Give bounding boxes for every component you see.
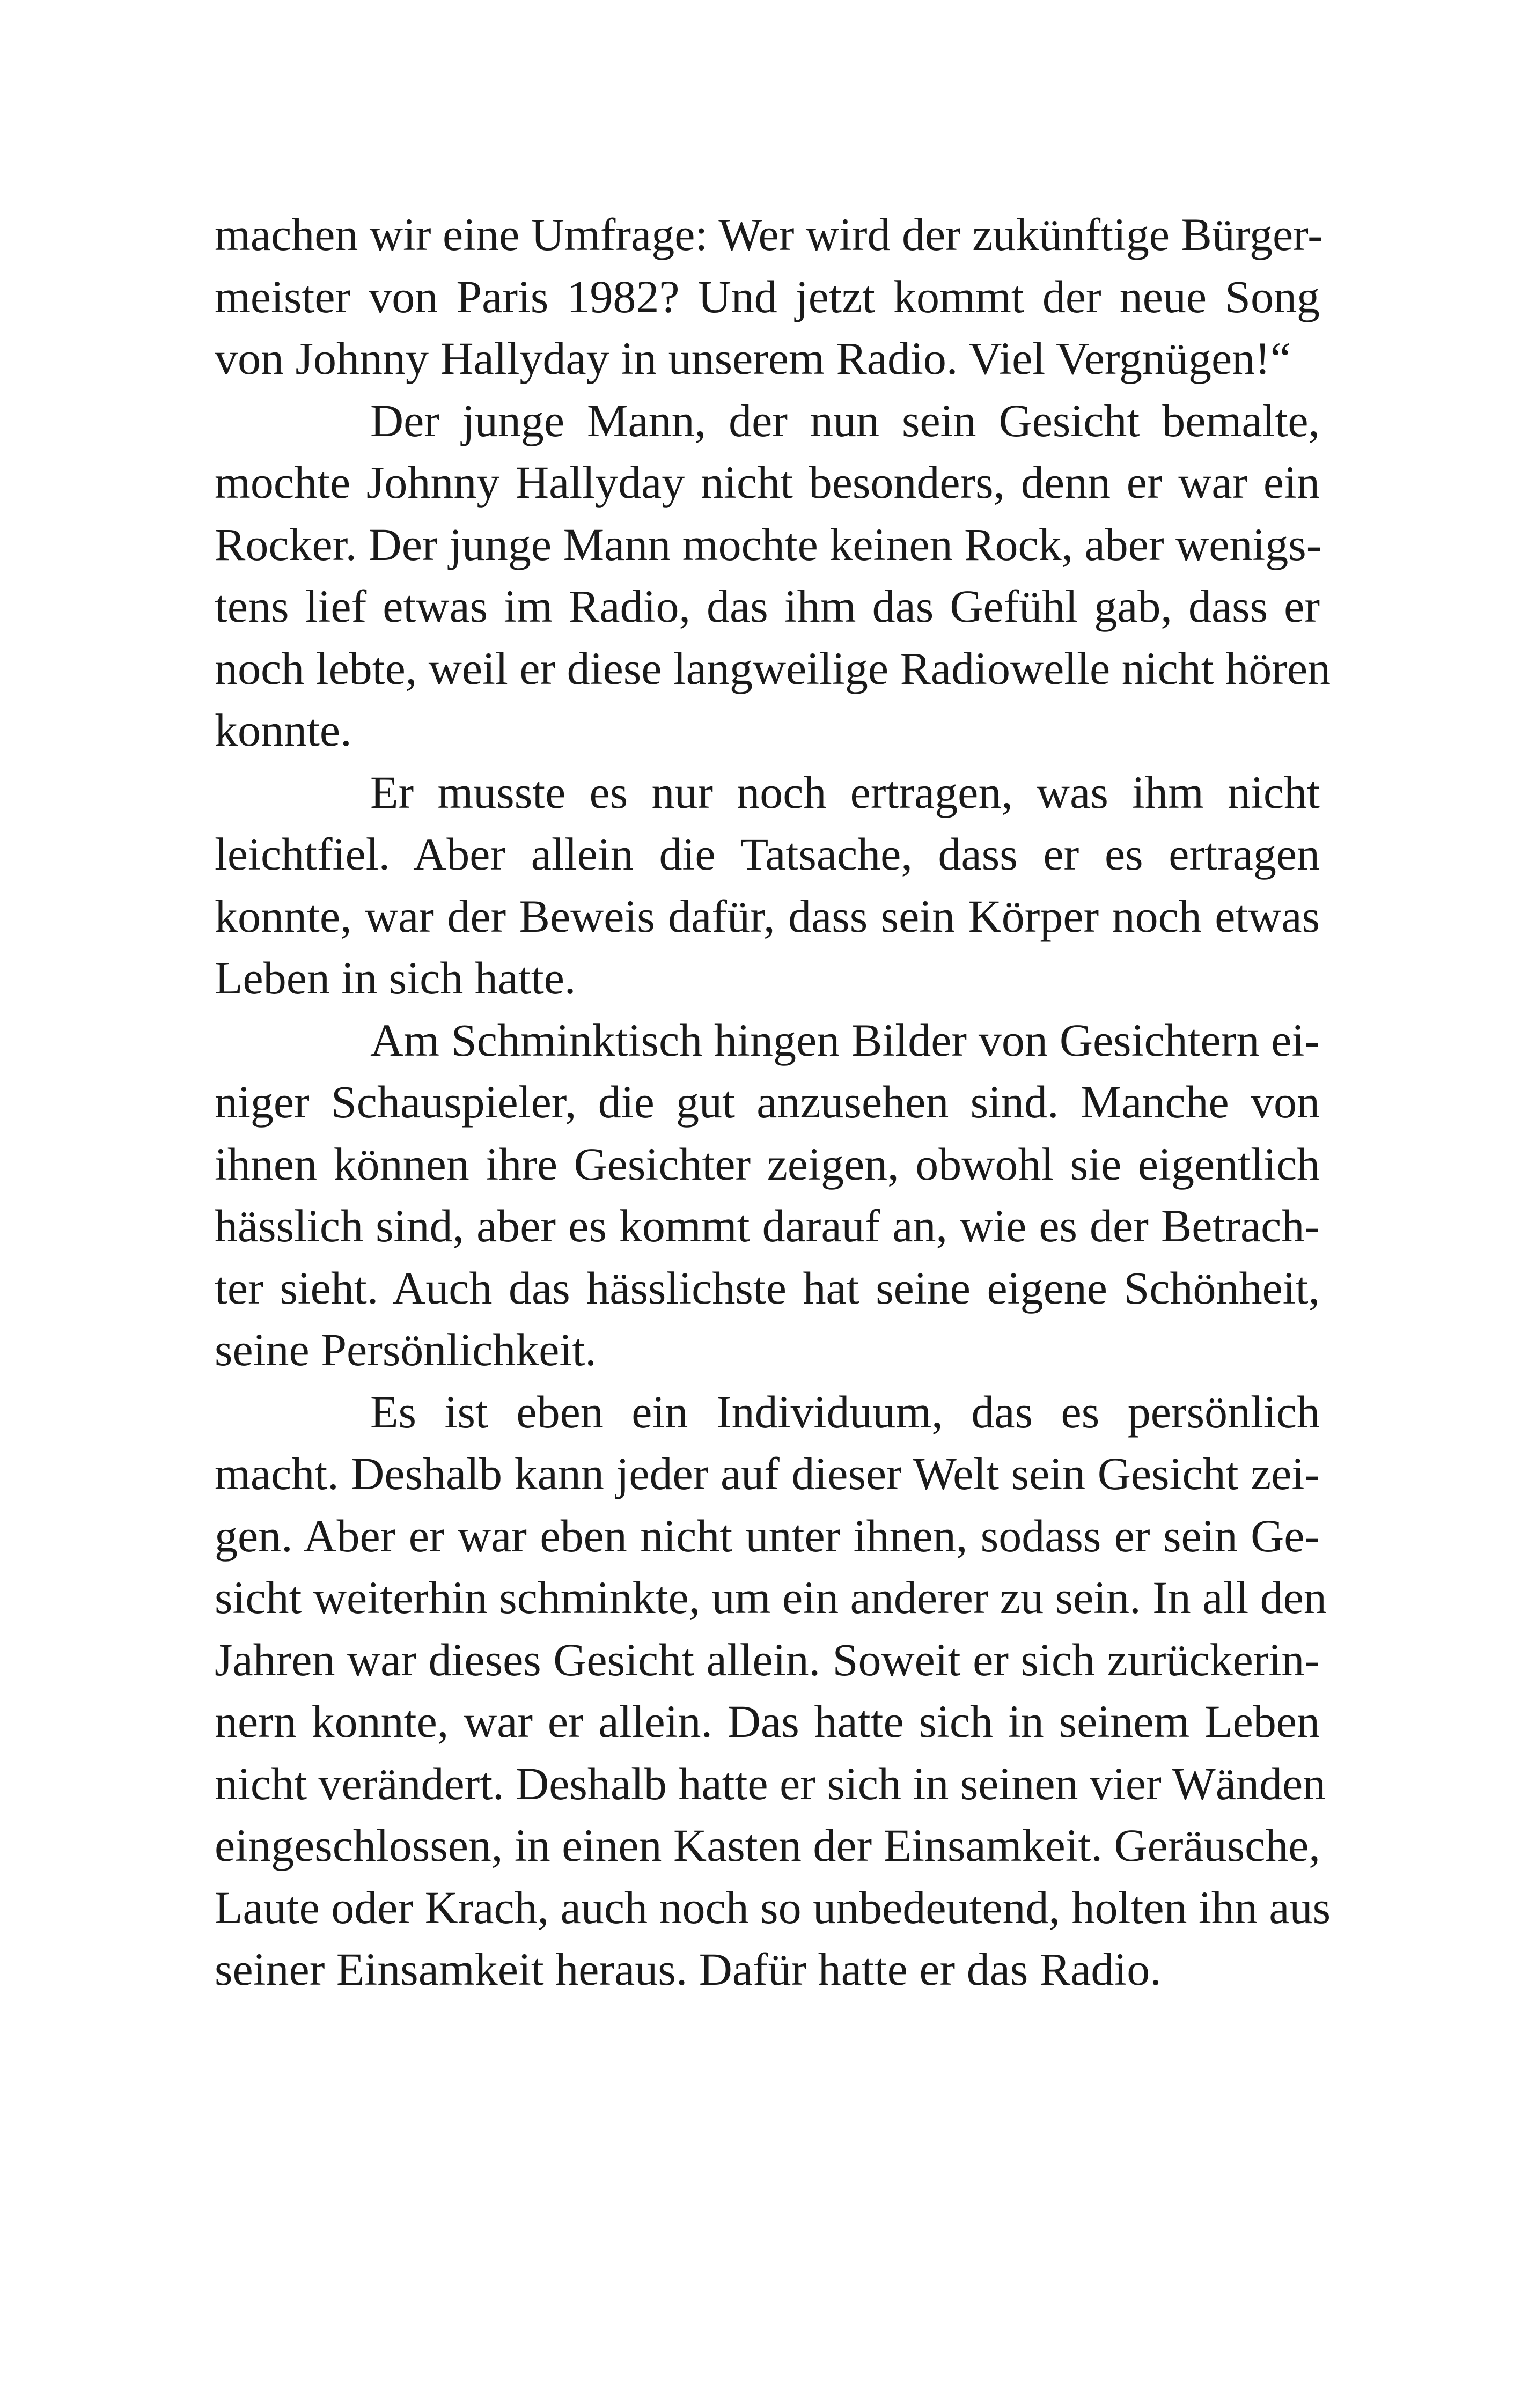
text-line: Es ist eben ein Individuum, das es persönlich — [370, 1386, 1320, 1438]
text-line: Rocker. Der junge Mann mochte keinen Rock, aber wenigs- — [215, 518, 1322, 570]
text-line: Am Schminktisch hingen Bilder von Gesichtern ei- — [370, 1014, 1320, 1066]
text-line: nern konnte, war er allein. Das hatte sich in seinem Leben — [215, 1696, 1320, 1747]
paragraph — [215, 204, 1323, 390]
text-line: Laute oder Krach, auch noch so unbedeutend, holten ihn aus — [215, 1881, 1331, 1933]
text-line: gen. Aber er war eben nicht unter ihnen, sodass er sein Ge- — [215, 1509, 1320, 1562]
text-line: macht. Deshalb kann jeder auf dieser Welt sein Gesicht zei- — [215, 1448, 1320, 1499]
text-line: konnte. — [215, 704, 352, 756]
text-line: noch lebte, weil er diese langweilige Radiowelle nicht hören — [215, 642, 1331, 694]
text-line: Der junge Mann, der nun sein Gesicht bemalte, — [370, 394, 1320, 446]
paragraph — [215, 762, 1320, 1010]
text-line: von Johnny Hallyday in unserem Radio. Viel Vergnügen!“ — [215, 333, 1291, 384]
text-line: niger Schauspieler, die gut anzusehen sind. Manche von — [215, 1076, 1320, 1128]
text-line: mochte Johnny Hallyday nicht besonders, denn er war ein — [215, 456, 1320, 508]
paragraph — [215, 390, 1331, 762]
text-line: seine Persönlichkeit. — [215, 1324, 597, 1375]
text-line: Leben in sich hatte. — [215, 952, 576, 1004]
text-line: leichtfiel. Aber allein die Tatsache, dass er es ertragen — [215, 828, 1320, 880]
text-line: sicht weiterhin schminkte, um ein anderer zu sein. In all den — [215, 1572, 1327, 1623]
text-line: machen wir eine Umfrage: Wer wird der zukünftige Bürger- — [215, 209, 1323, 260]
paragraph — [215, 1381, 1331, 2001]
text-line: meister von Paris 1982? Und jetzt kommt der neue Song — [215, 270, 1320, 322]
text-line: tens lief etwas im Radio, das ihm das Gefühl gab, dass er — [215, 580, 1320, 632]
text-line: eingeschlossen, in einen Kasten der Einsamkeit. Geräusche, — [215, 1820, 1320, 1871]
body-text — [215, 204, 1331, 2001]
text-line: nicht verändert. Deshalb hatte er sich in seinen vier Wänden — [215, 1757, 1326, 1809]
text-line: ihnen können ihre Gesichter zeigen, obwohl sie eigentlich — [215, 1138, 1320, 1190]
text-line: seiner Einsamkeit heraus. Dafür hatte er das Radio. — [215, 1943, 1162, 1995]
paragraph — [215, 1010, 1320, 1381]
text-line: ter sieht. Auch das hässlichste hat seine eigene Schönheit, — [215, 1262, 1320, 1314]
text-line: hässlich sind, aber es kommt darauf an, wie es der Betrach- — [215, 1200, 1320, 1251]
text-line: Jahren war dieses Gesicht allein. Soweit er sich zurückerin- — [215, 1633, 1320, 1685]
text-line: Er musste es nur noch ertragen, was ihm nicht — [370, 766, 1320, 818]
text-line: konnte, war der Beweis dafür, dass sein Körper noch etwas — [215, 890, 1320, 942]
